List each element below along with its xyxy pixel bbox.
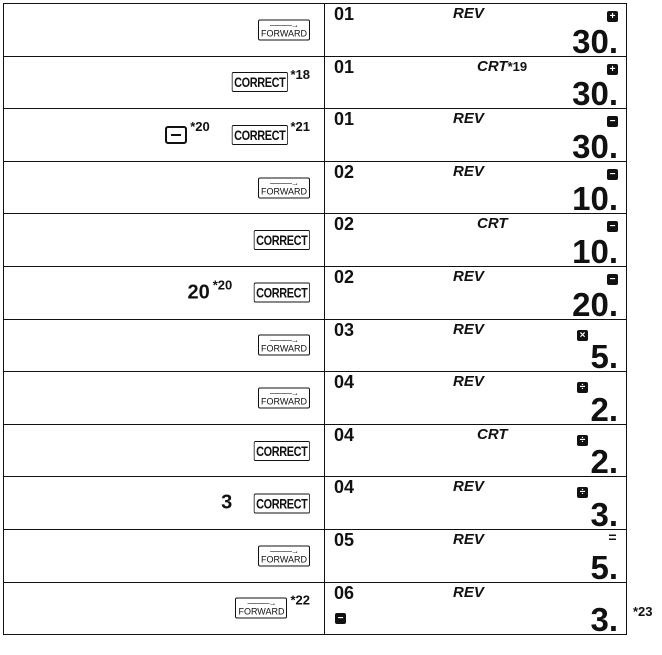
forward-key-label: FORWARD — [261, 554, 307, 565]
display-value: 10. — [572, 232, 618, 270]
mode-indicator — [477, 58, 527, 75]
key-operation-cell — [4, 109, 325, 161]
display-cell — [325, 582, 626, 639]
display-cell — [325, 372, 626, 428]
step-number: 03 — [334, 319, 355, 340]
minus-key-icon — [165, 126, 187, 144]
display-value: 10. — [572, 180, 618, 218]
step-number: 05 — [334, 529, 355, 550]
forward-key — [258, 545, 310, 566]
footnote-marker: *18 — [290, 66, 310, 82]
mode-indicator — [453, 163, 484, 180]
mode-indicator — [477, 426, 508, 443]
mode-indicator — [453, 110, 484, 127]
display-value: 30. — [572, 127, 618, 165]
display-cell — [325, 109, 626, 165]
mode-indicator — [453, 531, 484, 548]
operator-symbol-icon: − — [607, 274, 618, 285]
key-operation-cell — [4, 372, 325, 424]
table-row — [3, 214, 627, 270]
arrow-right-icon: ———→ — [270, 388, 298, 398]
mode-label: REV — [453, 373, 484, 391]
display-cell — [325, 319, 626, 376]
display-cell — [325, 214, 626, 270]
display-value: 30. — [572, 75, 618, 113]
display-cell — [325, 161, 626, 218]
key-operation-cell — [4, 162, 325, 214]
key-sequence — [258, 387, 310, 408]
key-operation-cell — [4, 214, 325, 266]
mode-indicator — [453, 321, 484, 338]
footnote-marker: *20 — [190, 119, 210, 135]
key-operation-cell — [4, 57, 325, 109]
operator-symbol-icon: = — [608, 528, 617, 545]
arrow-right-icon: ———→ — [247, 598, 276, 608]
step-number: 01 — [334, 56, 355, 77]
mode-indicator — [453, 268, 484, 285]
correct-key: CORRECT — [254, 230, 310, 250]
correct-key: CORRECT — [254, 441, 310, 461]
operator-symbol-icon: − — [607, 116, 618, 127]
mode-label: REV — [453, 5, 484, 22]
key-sequence — [238, 441, 310, 461]
operator-symbol-icon: + — [607, 64, 618, 75]
display-cell — [325, 528, 626, 586]
table-row — [3, 582, 627, 639]
table-row — [3, 477, 627, 533]
display-cell — [325, 424, 626, 481]
operator-symbol-icon: ÷ — [577, 487, 588, 498]
forward-key — [258, 387, 310, 408]
footnote-marker: *22 — [290, 592, 310, 608]
arrow-right-icon: ———→ — [270, 20, 298, 30]
mode-label: CRT — [477, 425, 508, 443]
key-sequence — [238, 230, 310, 250]
table-row — [3, 161, 627, 218]
footnote-marker: *19 — [507, 58, 528, 74]
key-operation-cell — [4, 530, 325, 582]
mode-indicator — [453, 373, 484, 390]
mode-indicator — [453, 478, 484, 495]
key-sequence — [258, 19, 310, 40]
forward-key-label: FORWARD — [261, 396, 307, 407]
table-row — [3, 56, 627, 113]
key-sequence — [235, 592, 310, 619]
step-number: 06 — [334, 582, 355, 603]
table-row — [3, 528, 627, 586]
table-row — [3, 109, 627, 165]
number-entry: 3 — [221, 491, 233, 514]
step-number: 04 — [334, 477, 355, 498]
display-cell — [325, 4, 626, 60]
operator-symbol-icon: ÷ — [577, 435, 588, 446]
forward-key-label: FORWARD — [261, 28, 307, 39]
forward-key — [258, 177, 310, 198]
table-row — [3, 424, 627, 481]
forward-key-label: FORWARD — [238, 606, 285, 617]
display-value: 30. — [572, 22, 618, 60]
operator-symbol-icon: ÷ — [577, 382, 588, 393]
operator-symbol-icon: − — [607, 221, 618, 232]
key-operation-cell — [4, 425, 325, 477]
key-sequence — [165, 119, 310, 145]
step-number: 02 — [334, 214, 355, 235]
mode-label: REV — [453, 530, 484, 548]
mode-label: REV — [453, 320, 484, 338]
step-number: 04 — [334, 372, 355, 393]
key-sequence — [221, 492, 310, 515]
operator-symbol-icon: × — [577, 330, 588, 341]
display-value: 5. — [590, 548, 618, 586]
table-row — [3, 372, 627, 428]
mode-label: REV — [453, 162, 484, 180]
number-entry: 20 — [187, 281, 210, 304]
operation-table — [3, 3, 627, 639]
arrow-right-icon: ———→ — [270, 335, 298, 345]
key-operation-cell — [4, 583, 325, 635]
footnote-marker: *21 — [290, 119, 310, 135]
key-sequence — [216, 66, 310, 92]
correct-key: CORRECT — [254, 283, 310, 303]
display-value: 20. — [572, 285, 618, 323]
step-number: 04 — [334, 424, 355, 445]
correct-key: CORRECT — [232, 125, 288, 145]
display-value: 2. — [590, 443, 618, 481]
step-number: 01 — [334, 109, 355, 130]
mode-label: REV — [453, 267, 484, 285]
operator-symbol-icon: + — [607, 11, 618, 22]
arrow-right-icon: ———→ — [270, 546, 298, 556]
key-sequence — [258, 177, 310, 198]
mode-label: REV — [453, 478, 484, 496]
key-operation-cell — [4, 477, 325, 529]
display-cell — [325, 477, 626, 533]
forward-key — [258, 19, 310, 40]
mode-label: CRT — [477, 215, 508, 233]
key-sequence — [187, 277, 310, 304]
arrow-right-icon: ———→ — [270, 178, 298, 188]
key-operation-cell — [4, 4, 325, 56]
display-cell — [325, 56, 626, 113]
table-row — [3, 4, 627, 60]
display-cell — [325, 266, 626, 323]
key-operation-cell — [4, 267, 325, 319]
forward-key-label: FORWARD — [261, 343, 307, 354]
key-sequence — [258, 545, 310, 566]
step-number: 02 — [334, 266, 355, 287]
correct-key: CORRECT — [254, 493, 310, 513]
mode-label: REV — [453, 110, 484, 128]
step-number: 01 — [334, 4, 355, 24]
mode-label: REV — [453, 583, 484, 601]
correct-key: CORRECT — [232, 72, 288, 92]
mode-indicator — [453, 5, 484, 22]
display-value: 3. — [590, 601, 618, 639]
footnote-23: *23 — [633, 604, 653, 619]
mode-indicator — [477, 215, 508, 232]
footnote-marker: *20 — [212, 277, 233, 293]
mode-label: CRT — [477, 57, 508, 75]
forward-key-label: FORWARD — [261, 186, 307, 197]
display-value: 5. — [590, 338, 618, 376]
display-value: 2. — [590, 390, 618, 428]
table-row — [3, 266, 627, 323]
table-row — [3, 319, 627, 376]
forward-key — [235, 598, 287, 619]
operator-symbol-icon: − — [335, 613, 346, 624]
operator-symbol-icon: − — [607, 169, 618, 180]
key-operation-cell — [4, 320, 325, 372]
forward-key — [258, 335, 310, 356]
mode-indicator — [453, 584, 484, 601]
step-number: 02 — [334, 161, 355, 182]
key-sequence — [258, 335, 310, 356]
display-value: 3. — [590, 495, 618, 533]
